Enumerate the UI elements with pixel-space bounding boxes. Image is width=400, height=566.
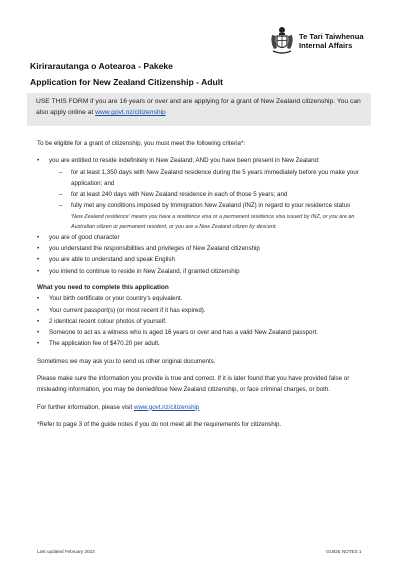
further-info-link[interactable]: www.govt.nz/citizenship bbox=[133, 403, 200, 411]
originals-text: Sometimes we may ask you to send us other original documents. bbox=[37, 357, 216, 365]
requirements-list bbox=[37, 293, 373, 349]
list-item: • The application fee of $470.20 per adult. bbox=[37, 338, 373, 349]
list-item: • you are able to understand and speak English bbox=[37, 254, 373, 265]
section-heading: What you need to complete this application bbox=[37, 283, 169, 291]
criteria-intro: To be eligible for a grant of citizenship, you must meet the following criteria*: bbox=[37, 140, 246, 147]
list-item: – for at least 240 days with New Zealand residence in each of those 5 years; and bbox=[59, 189, 373, 200]
guide-body bbox=[37, 138, 373, 430]
list-item: • Your current passport(s) (or most recent if it has expired). bbox=[37, 305, 373, 316]
page-title-maori: Kirirarautanga o Aotearoa - Pakeke bbox=[30, 61, 173, 71]
truth-warning: Please make sure the information you provide is true and correct. If it is later found that you have provided false or misleading information, you may be denied/lose New Zealand citizenship, or face criminal charges, or both. bbox=[37, 375, 350, 394]
notice-box bbox=[27, 93, 371, 126]
list-item: – fully met any conditions imposed by Immigration New Zealand (INZ) in regard to your residence status bbox=[59, 200, 373, 211]
citizenship-link[interactable]: www.govt.nz/citizenship bbox=[95, 109, 166, 116]
list-item: • 2 identical recent colour photos of yourself. bbox=[37, 316, 373, 327]
list-item: • you are of good character bbox=[37, 232, 373, 243]
list-item: • you intend to continue to reside in New Zealand, if granted citizenship bbox=[37, 266, 373, 277]
list-item: • Someone to act as a witness who is aged 16 years or over and has a valid New Zealand passport. bbox=[37, 327, 373, 338]
list-item: • you are entitled to reside indefinitely in New Zealand; AND you have been present in New Zealand: – for at least 1,350 days with New Zealand residence during the 5 years immediately before you make your application; and – for at least 240 days with New Zealand residence in each of those 5 years; and – fully met any conditions imposed by Immigration New Zealand (INZ) in regard to your residence status 'New Zealand residence' means you have a residence visa or a permanent residence visa issued by INZ, or you are an Australian citizen or permanent resident, or you are a New Zealand citizen by descent. bbox=[37, 155, 373, 231]
notice-text: USE THIS FORM if you are 16 years or over and are applying for a grant of New Zealand citizenship. You can also apply online at bbox=[36, 98, 361, 116]
logo-line-2: Internal Affairs bbox=[299, 41, 353, 50]
footer-date: Last updated February 2023 bbox=[37, 549, 95, 554]
residence-sublist bbox=[49, 167, 373, 212]
further-info: For further information, please visit www.govt.nz/citizenship bbox=[37, 403, 200, 411]
list-item: • Your birth certificate or your country's equivalent. bbox=[37, 293, 373, 304]
list-item: – for at least 1,350 days with New Zealand residence during the 5 years immediately before you make your application; and bbox=[59, 167, 373, 190]
page-title: Application for New Zealand Citizenship - Adult bbox=[30, 77, 224, 87]
refer-note: *Refer to page 3 of the guide notes if you do not meet all the requirements for citizenship. bbox=[37, 420, 282, 428]
coat-of-arms-icon bbox=[269, 26, 295, 56]
list-item: • you understand the responsibilities and privileges of New Zealand citizenship bbox=[37, 243, 373, 254]
logo-line-1: Te Tari Taiwhenua bbox=[299, 32, 364, 41]
criteria-list bbox=[37, 155, 373, 277]
footer-page-label: GUIDE NOTES 1 bbox=[326, 549, 362, 554]
residence-note: 'New Zealand residence' means you have a residence visa or a permanent residence visa issued by INZ, or you are an Australian citizen or permanent resident, or you are a New Zealand citizen by descent. bbox=[71, 213, 355, 230]
department-logo bbox=[269, 26, 391, 56]
